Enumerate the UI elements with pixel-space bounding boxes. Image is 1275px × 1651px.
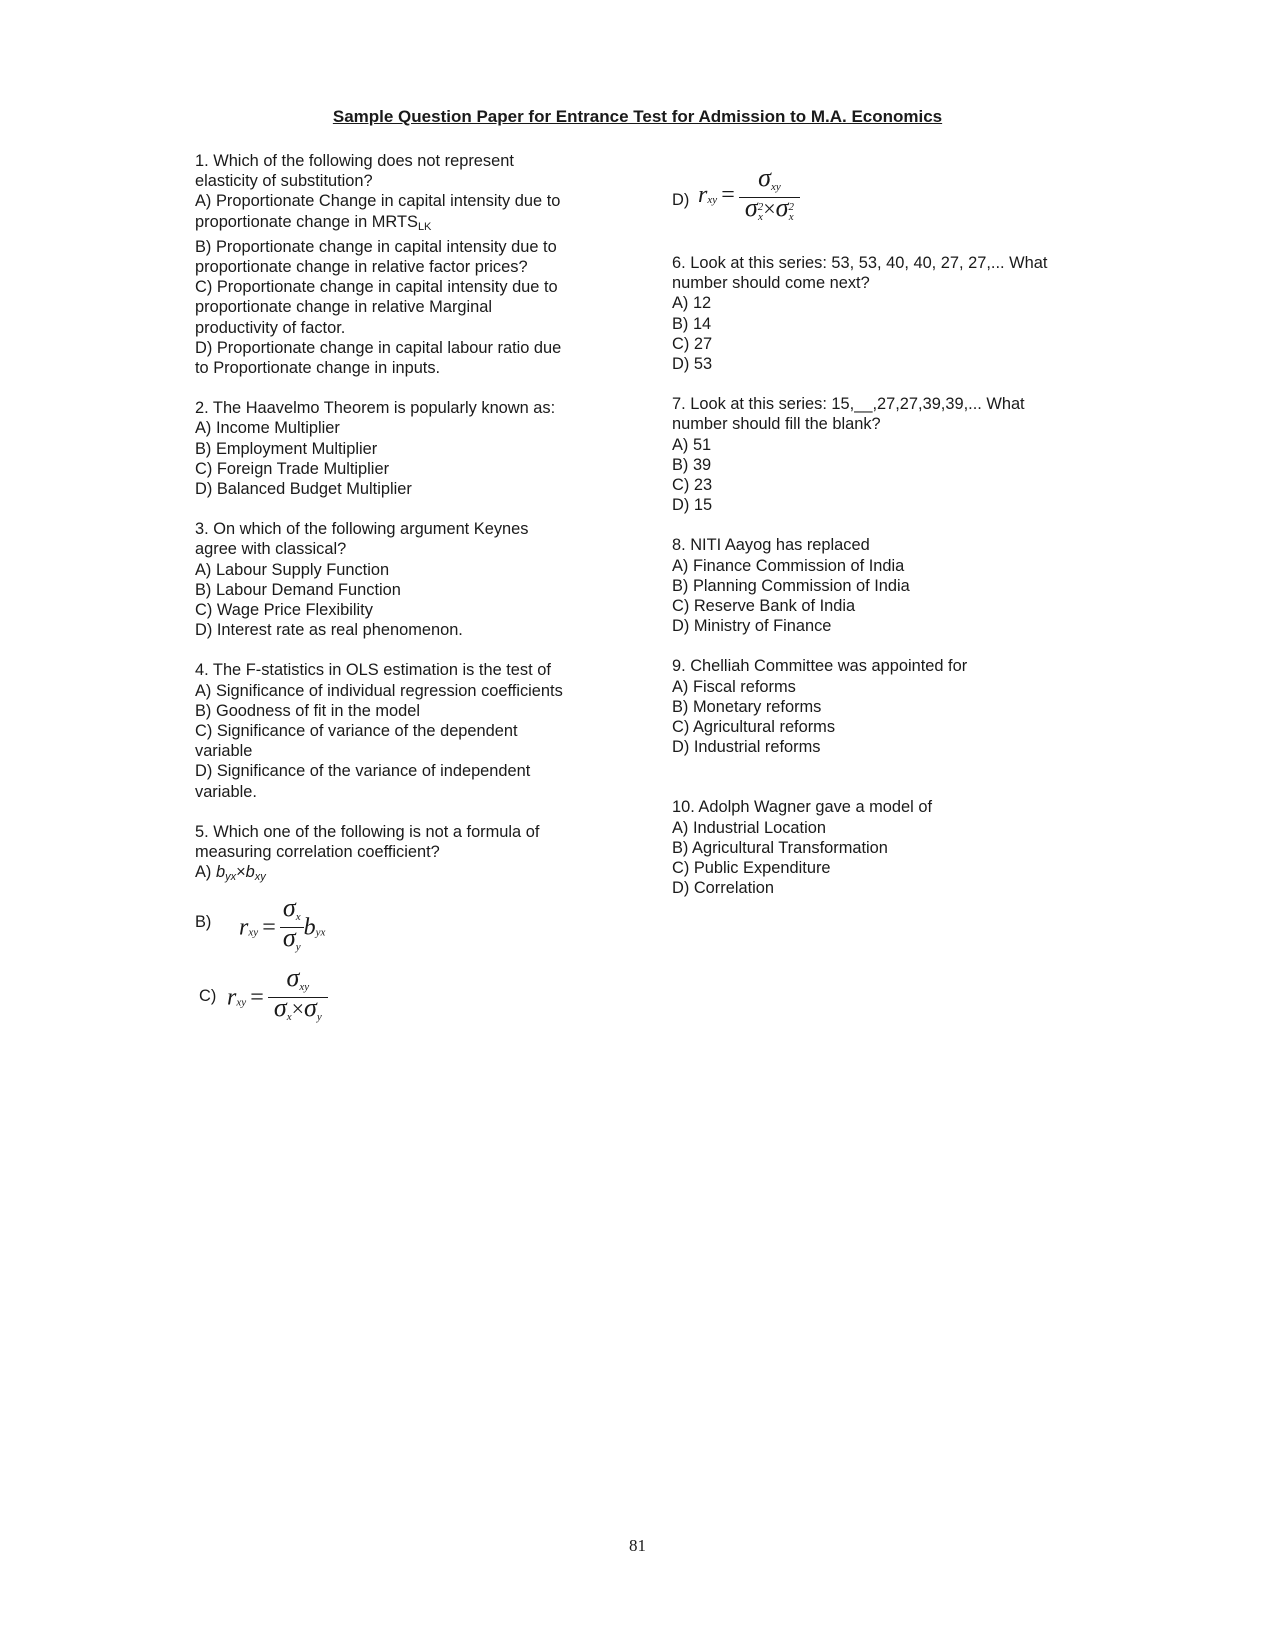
sigma-symbol: σ: [304, 992, 317, 1022]
subscript: xy: [254, 871, 266, 884]
sigma-symbol: σ: [282, 922, 296, 952]
sigma-symbol: σ: [282, 892, 296, 922]
formula-b: [239, 892, 326, 957]
page-number: 81: [629, 1536, 646, 1555]
question-stem: 2. The Haavelmo Theorem is popularly known as:: [195, 399, 556, 418]
question-stem: 8. NITI Aayog has replaced: [672, 536, 870, 555]
sigma-symbol: σ: [744, 193, 758, 223]
option-a: A) Industrial Location: [672, 818, 826, 837]
sigma-symbol: σ: [758, 163, 771, 192]
superscript: 2: [757, 201, 764, 214]
question-6: [672, 253, 1092, 374]
option-d: to Proportionate change in inputs.: [195, 359, 441, 378]
times-symbol: ×: [763, 196, 776, 222]
superscript: 2: [788, 201, 794, 214]
page-title: Sample Question Paper for Entrance Test for Admission to M.A. Economics: [332, 107, 943, 126]
option-d: D) Industrial reforms: [672, 738, 821, 757]
question-4: [195, 660, 605, 801]
question-3: [195, 519, 605, 640]
option-label: D): [672, 191, 690, 209]
subscript: xy: [770, 181, 781, 193]
subscript: xy: [707, 193, 718, 206]
question-2: [195, 398, 605, 499]
subscript: x: [295, 910, 301, 923]
equals-sign: =: [250, 984, 264, 1011]
question-8: [672, 535, 1092, 636]
denominator: [268, 992, 328, 1027]
option-c: C) Reserve Bank of India: [672, 597, 856, 616]
option-a: A) Fiscal reforms: [672, 677, 796, 696]
fraction: [268, 962, 328, 1027]
times-symbol: ×: [236, 863, 246, 882]
option-label: B): [195, 912, 212, 931]
subscript: xy: [248, 925, 259, 938]
option-a-continued: [195, 212, 605, 237]
option-b: B) Labour Demand Function: [195, 580, 401, 599]
times-symbol: ×: [291, 995, 305, 1021]
option-b: B) 14: [672, 314, 712, 333]
fraction: [280, 892, 304, 957]
formula-a: [215, 863, 266, 884]
option-d: D) 15: [672, 496, 713, 515]
question-5: [195, 822, 605, 1030]
denominator: [739, 193, 800, 224]
question-9: [672, 656, 1092, 757]
symbol: r: [239, 914, 249, 941]
symbol: r: [227, 984, 237, 1011]
option-c: C) Wage Price Flexibility: [195, 601, 373, 620]
question-stem: 3. On which of the following argument Keynes: [195, 520, 529, 539]
option-a: A) Finance Commission of India: [672, 556, 905, 575]
option-c: productivity of factor.: [195, 318, 346, 337]
option-d: D) Correlation: [672, 879, 775, 898]
option-c: C) Public Expenditure: [672, 859, 831, 878]
option-c: variable: [195, 742, 253, 761]
symbol: b: [245, 863, 255, 882]
option-b: proportionate change in relative factor prices?: [195, 258, 528, 277]
formula-c: [227, 962, 328, 1027]
question-1: [195, 151, 605, 378]
option-b: B) Planning Commission of India: [672, 576, 910, 595]
option-text: proportionate change in MRTS: [195, 212, 418, 231]
subscript: LK: [417, 220, 432, 233]
question-stem: number should come next?: [672, 274, 870, 293]
formula-d: [698, 163, 800, 224]
option-c: [195, 964, 605, 1030]
option-d: D) Balanced Budget Multiplier: [195, 480, 412, 499]
symbol: b: [215, 863, 226, 882]
option-b: B) Proportionate change in capital intensity due to: [195, 237, 557, 256]
denominator: [280, 922, 304, 957]
option-c: C) 27: [672, 334, 713, 353]
option-d: D) Interest rate as real phenomenon.: [195, 621, 463, 640]
question-stem: 4. The F-statistics in OLS estimation is the test of: [195, 661, 551, 680]
option-b: B) Employment Multiplier: [195, 439, 378, 458]
question-stem: elasticity of substitution?: [195, 172, 373, 191]
right-column: [672, 163, 1092, 918]
sigma-symbol: σ: [286, 962, 300, 992]
question-stem: 10. Adolph Wagner gave a model of: [672, 798, 932, 817]
option-d: variable.: [195, 782, 257, 801]
option-a: A) 12: [672, 294, 712, 313]
question-stem: 7. Look at this series: 15,__,27,27,39,39,... What: [672, 395, 1025, 414]
question-7: [672, 394, 1092, 515]
option-b: B) Agricultural Transformation: [672, 838, 888, 857]
option-d: D) Proportionate change in capital labour ratio due: [195, 338, 562, 357]
question-stem: number should fill the blank?: [672, 415, 881, 434]
option-d: D) Significance of the variance of independent: [195, 762, 531, 781]
symbol: r: [698, 182, 708, 209]
subscript: xy: [299, 980, 310, 993]
question-stem: 5. Which one of the following is not a formula of: [195, 822, 540, 841]
option-d: D) 53: [672, 355, 713, 374]
subscript: yx: [315, 925, 326, 938]
sigma-symbol: σ: [775, 193, 789, 223]
question-stem: 1. Which of the following does not represent: [195, 152, 514, 170]
option-c: proportionate change in relative Marginal: [195, 298, 493, 317]
subscript: x: [286, 1010, 292, 1023]
equals-sign: =: [262, 914, 276, 941]
subscript: y: [295, 940, 301, 953]
option-a: A) Labour Supply Function: [195, 560, 390, 579]
subscript: x: [788, 211, 794, 224]
option-b: B) Goodness of fit in the model: [195, 701, 421, 720]
symbol: b: [303, 914, 316, 941]
question-10: [672, 797, 1092, 898]
option-a: A) Significance of individual regression coefficients: [195, 681, 563, 700]
option-a: A) Income Multiplier: [195, 419, 340, 438]
question-stem: 6. Look at this series: 53, 53, 40, 40, 27, 27,... What: [672, 254, 1048, 272]
option-b: B) 39: [672, 455, 712, 474]
sigma-symbol: σ: [273, 992, 287, 1022]
fraction: [739, 163, 800, 224]
option-c: C) Agricultural reforms: [672, 718, 836, 737]
option-c: C) Significance of variance of the dependent: [195, 722, 518, 741]
subscript: y: [316, 1010, 322, 1023]
equals-sign: =: [721, 182, 735, 209]
option-a: A) 51: [672, 435, 712, 454]
question-stem: agree with classical?: [195, 540, 347, 559]
left-column: [195, 151, 605, 1030]
option-a: A) Proportionate Change in capital intensity due to: [195, 192, 561, 211]
option-d: D) Ministry of Finance: [672, 617, 832, 636]
question-stem: measuring correlation coefficient?: [195, 843, 440, 862]
subscript: x: [758, 211, 763, 224]
option-label: C): [199, 986, 217, 1005]
option-b: [195, 894, 605, 954]
subscript: xy: [236, 995, 247, 1008]
option-label: A): [195, 863, 212, 882]
option-c: C) 23: [672, 476, 713, 495]
option-c: C) Foreign Trade Multiplier: [195, 459, 390, 478]
subscript: yx: [225, 871, 237, 884]
option-a: [195, 862, 605, 887]
question-5-option-d: [672, 163, 1092, 240]
option-b: B) Monetary reforms: [672, 697, 822, 716]
question-stem: 9. Chelliah Committee was appointed for: [672, 657, 968, 676]
option-c: C) Proportionate change in capital intensity due to: [195, 278, 558, 297]
